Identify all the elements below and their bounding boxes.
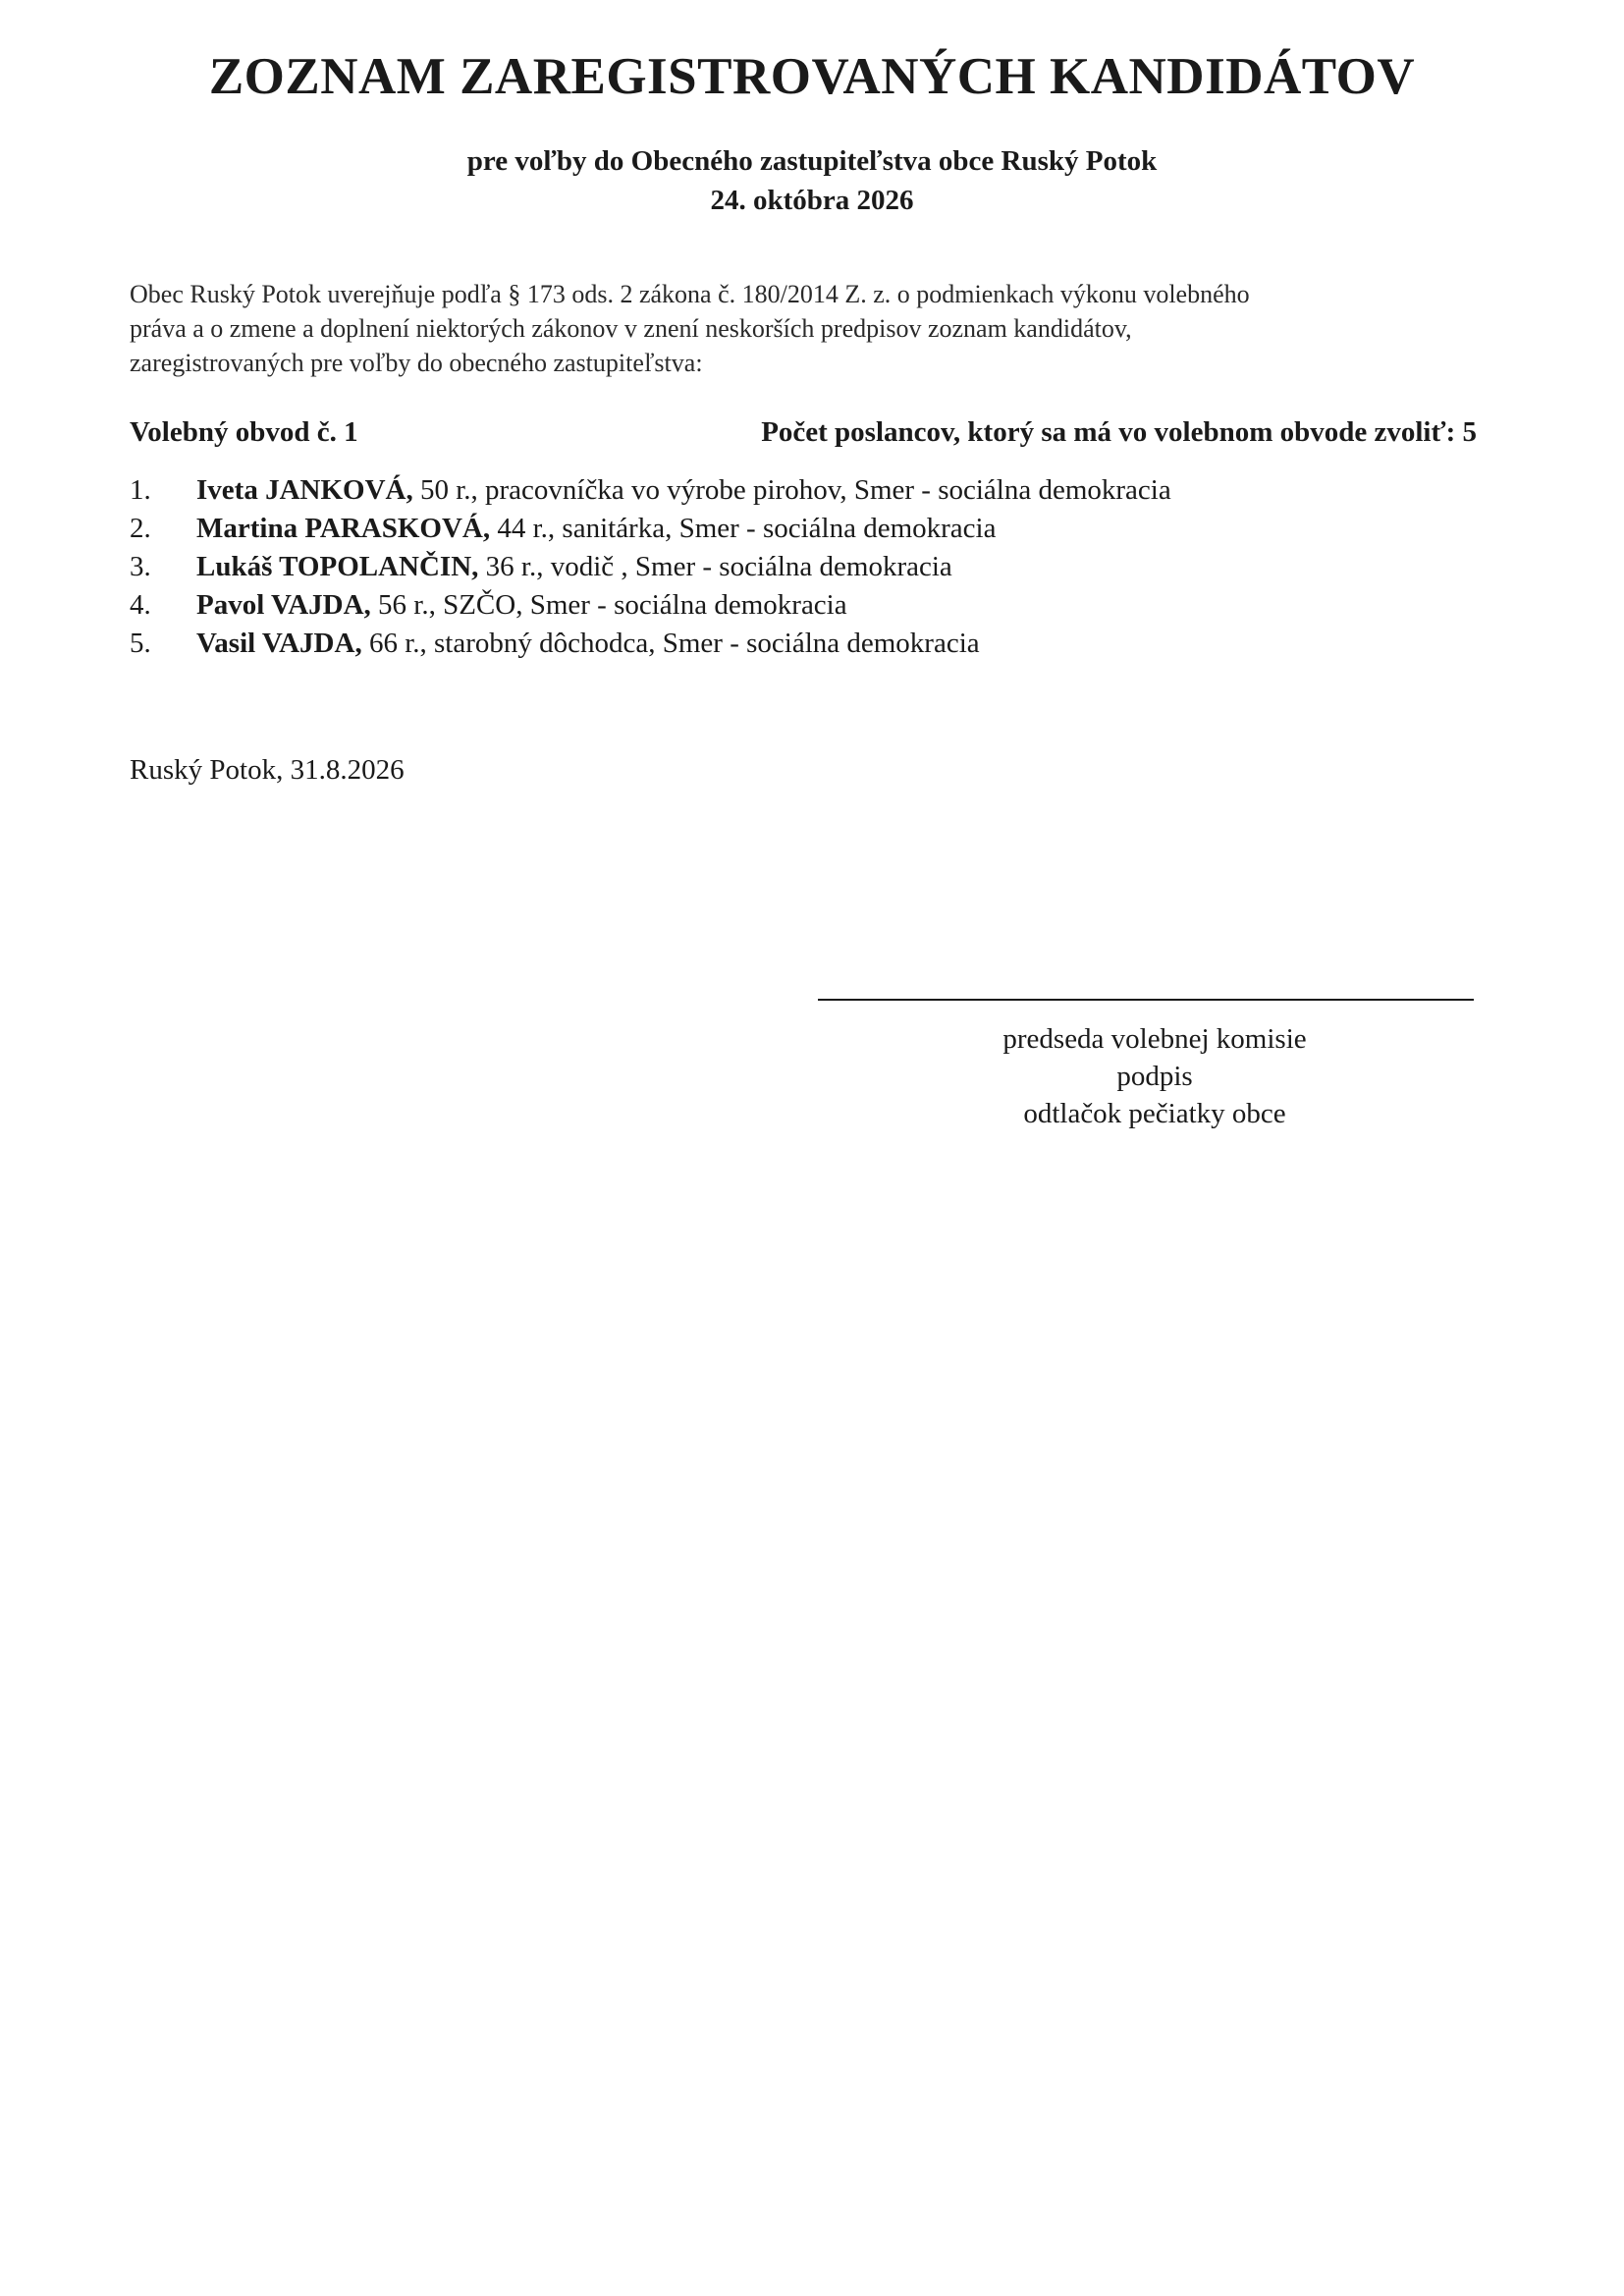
candidate-number: 2. [130,513,151,544]
signature-line [818,999,1474,1001]
candidate-number: 1. [130,474,151,506]
intro-line: zaregistrovaných pre voľby do obecného zastupiteľstva: [130,349,703,377]
candidate-item [130,548,1465,586]
district-label: Volebný obvod č. 1 [130,416,358,448]
stamp-label: odtlačok pečiatky obce [1023,1098,1286,1129]
candidate-list [130,471,1465,663]
candidate-details: 50 r., pracovníčka vo výrobe pirohov, Smer - sociálna demokracia [412,474,1171,506]
candidate-name: Vasil VAJDA, [196,628,362,659]
candidate-item [130,625,1465,663]
candidate-name: Lukáš TOPOLANČIN, [196,551,479,582]
candidate-item [130,510,1465,548]
document-title: ZOZNAM ZAREGISTROVANÝCH KANDIDÁTOV [208,48,1416,105]
candidate-item [130,471,1465,510]
place-date: Ruský Potok, 31.8.2026 [130,754,405,786]
candidate-details: 66 r., starobný dôchodca, Smer - sociálna demokracia [361,628,980,659]
intro-paragraph [130,277,1465,380]
intro-line: Obec Ruský Potok uverejňuje podľa § 173 ods. 2 zákona č. 180/2014 Z. z. o podmienkach výkonu volebného [130,280,1250,308]
election-date: 24. októbra 2026 [710,185,914,216]
candidate-name: Martina PARASKOVÁ, [196,513,491,544]
intro-line: práva a o zmene a doplnení niektorých zákonov v znení neskorších predpisov zoznam kandidátov, [130,314,1132,343]
candidate-item [130,586,1465,625]
signature-role: predseda volebnej komisie [1002,1023,1307,1055]
candidate-number: 5. [130,628,151,659]
candidate-number: 3. [130,551,151,582]
election-subtitle: pre voľby do Obecného zastupiteľstva obce Ruský Potok [466,145,1158,177]
candidate-number: 4. [130,589,151,621]
signature-label: podpis [1116,1061,1193,1092]
candidate-name: Iveta JANKOVÁ, [196,474,413,506]
candidate-details: 44 r., sanitárka, Smer - sociálna demokracia [490,513,997,544]
seats-count: Počet poslancov, ktorý sa má vo volebnom obvode zvoliť: 5 [761,416,1477,448]
candidate-name: Pavol VAJDA, [196,589,371,621]
candidate-details: 56 r., SZČO, Smer - sociálna demokracia [370,589,847,621]
candidate-details: 36 r., vodič , Smer - sociálna demokracia [478,551,952,582]
